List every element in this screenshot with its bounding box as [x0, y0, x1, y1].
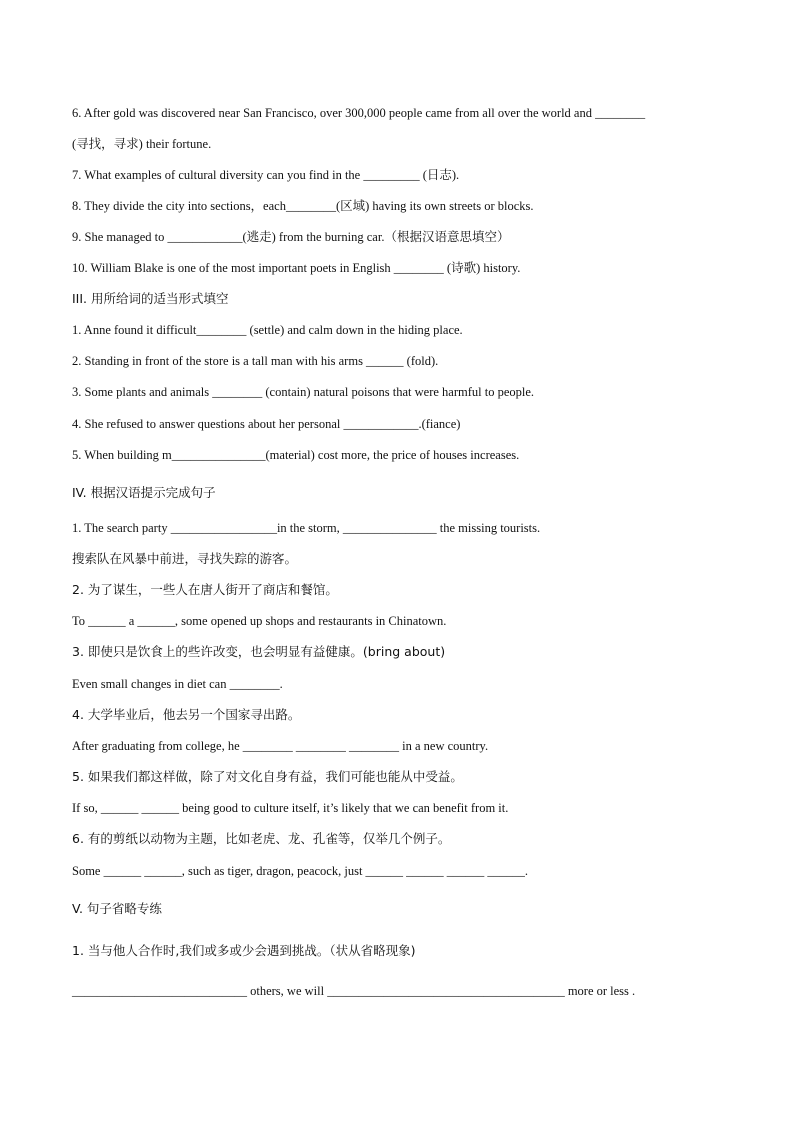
section-4-line: 3. 即使只是饮食上的些许改变，也会明显有益健康。(bring about): [72, 644, 446, 659]
question-6-line-2: (寻找，寻求) their fortune.: [72, 137, 212, 151]
question-7: 7. What examples of cultural diversity can you find in the _________ (日志).: [72, 168, 460, 182]
section-4-line: Some ______ ______, such as tiger, dragon, peacock, just ______ ______ ______ ______.: [72, 864, 529, 878]
question-6-line-1: 6. After gold was discovered near San Francisco, over 300,000 people came from all over the world and ________: [72, 106, 646, 120]
section-3-item: 2. Standing in front of the store is a tall man with his arms ______ (fold).: [72, 354, 439, 368]
section-3-item: 1. Anne found it difficult________ (settle) and calm down in the hiding place.: [72, 323, 463, 337]
section-3-item: 3. Some plants and animals ________ (contain) natural poisons that were harmful to people.: [72, 385, 535, 399]
section-5-question-1-chinese: 1. 当与他人合作时,我们或多或少会遇到挑战。（状从省略现象): [72, 943, 416, 958]
question-9: 9. She managed to ____________(逃走) from the burning car.（根据汉语意思填空）: [72, 230, 510, 244]
section-4-line: To ______ a ______, some opened up shops and restaurants in Chinatown.: [72, 614, 447, 628]
section-3-item: 5. When building m_______________(material) cost more, the price of houses increases.: [72, 448, 520, 462]
section-4-line: 5. 如果我们都这样做，除了对文化自身有益，我们可能也能从中受益。: [72, 769, 463, 784]
section-5-heading: V. 句子省略专练: [72, 901, 162, 916]
section-4-heading: IV. 根据汉语提示完成句子: [72, 485, 216, 500]
section-4-line: 2. 为了谋生，一些人在唐人街开了商店和餐馆。: [72, 582, 338, 597]
section-4-line: Even small changes in diet can ________.: [72, 677, 283, 691]
section-4-line: After graduating from college, he ________ ________ ________ in a new country.: [72, 739, 489, 753]
section-4-line: If so, ______ ______ being good to culture itself, it’s likely that we can benefit from it.: [72, 801, 509, 815]
question-8: 8. They divide the city into sections，each________(区域) having its own streets or blocks.: [72, 199, 534, 213]
section-4-line: 搜索队在风暴中前进，寻找失踪的游客。: [72, 551, 298, 566]
section-4-line: 1. The search party _________________in the storm, _______________ the missing tourists.: [72, 521, 541, 535]
section-3-item: 4. She refused to answer questions about her personal ____________.(fiance): [72, 417, 461, 431]
section-3-heading: III. 用所给词的适当形式填空: [72, 291, 229, 306]
section-4-line: 4. 大学毕业后，他去另一个国家寻出路。: [72, 707, 301, 722]
section-5-question-1-english: ____________________________ others, we will ______________________________________ more or less .: [72, 984, 636, 998]
section-4-line: 6. 有的剪纸以动物为主题，比如老虎、龙、孔雀等，仅举几个例子。: [72, 831, 451, 846]
question-10: 10. William Blake is one of the most important poets in English ________ (诗歌) history.: [72, 261, 521, 275]
